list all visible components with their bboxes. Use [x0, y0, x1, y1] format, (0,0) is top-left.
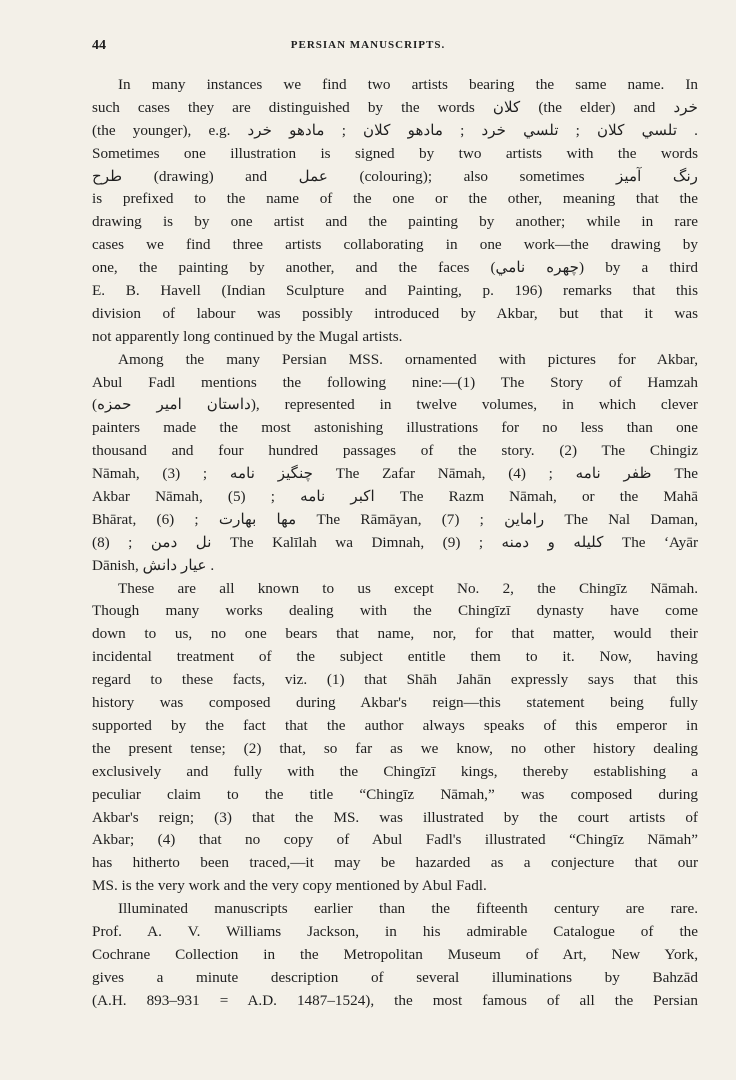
text-line: down to us, no one bears that name, nor, for that matter, would their	[92, 625, 698, 643]
text-line: MS. is the very work and the very copy mentioned by Abul Fadl.	[92, 877, 487, 895]
text-line: Though many works dealing with the Chingīzī dynasty have come	[92, 602, 698, 620]
text-line: نل دمن ; (8) The Kalīlah wa Dimnah, كليله و دمنه ; (9) The ‘Ayār	[92, 533, 698, 551]
text-line: cases we find three artists collaborating in one work—the drawing by	[92, 236, 698, 254]
text-line: Nāmah, چنگيز نامه ; (3) The Zafar Nāmah, ظفر نامه ; (4) The	[92, 465, 698, 483]
text-line: Bhārat, مها بهارت ; (6) The Rāmāyan, راماين ; (7) The Nal Daman,	[92, 510, 698, 528]
text-line: (the younger), e.g. تلسي كلان ; تلسي خرد ; مادهو كلان ; مادهو خرد .	[92, 121, 698, 139]
text-line: incidental treatment of the subject entitle them to it. Now, having	[92, 648, 698, 666]
text-line: division of labour was possibly introduced by Akbar, but that it was	[92, 304, 698, 322]
text-line: In many instances we find two artists bearing the same name. In	[118, 76, 698, 93]
text-line: Sometimes one illustration is signed by two artists with the words	[92, 144, 698, 162]
text-line: Akbar; (4) that no copy of Abul Fadl's illustrated “Chingīz Nāmah”	[92, 831, 698, 849]
text-line: thousand and four hundred passages of the story. (2) The Chingiz	[92, 442, 698, 460]
page-header	[0, 38, 736, 54]
text-line: Abul Fadl mentions the following nine:—(1) The Story of Hamzah	[92, 373, 698, 391]
text-line: exclusively and fully with the Chingīzī kings, thereby establishing a	[92, 762, 698, 780]
text-line: (A.H. 893–931 = A.D. 1487–1524), the most famous of all the Persian	[92, 991, 698, 1009]
text-line: is prefixed to the name of the one or the other, meaning that the	[92, 190, 698, 208]
text-line: one, the painting by another, and the faces (چهره نامي) by a third	[92, 259, 698, 277]
text-line: Akbar's reign; (3) that the MS. was illustrated by the court artists of	[92, 808, 698, 826]
text-line: (داستان امير حمزه), represented in twelve volumes, in which clever	[92, 396, 698, 414]
text-line: supported by the fact that the author always speaks of this emperor in	[92, 716, 698, 734]
text-line: Illuminated manuscripts earlier than the fifteenth century are rare.	[118, 900, 698, 918]
text-line: E. B. Havell (Indian Sculpture and Painting, p. 196) remarks that this	[92, 282, 698, 300]
text-line: painters made the most astonishing illustrations for no less than one	[92, 419, 698, 437]
body-text	[92, 74, 698, 1013]
text-line: peculiar claim to the title “Chingīz Nāmah,” was composed during	[92, 785, 698, 803]
text-line: Cochrane Collection in the Metropolitan Museum of Art, New York,	[92, 945, 698, 963]
text-line: regard to these facts, viz. (1) that Shāh Jahān expressly says that this	[92, 671, 698, 689]
text-line: gives a minute description of several illuminations by Bahzād	[92, 968, 698, 986]
text-line: has hitherto been traced,—it may be hazarded as a conjecture that our	[92, 854, 698, 872]
text-line: such cases they are distinguished by the words كلان (the elder) and خرد	[92, 98, 698, 116]
text-line: Dānish, عيار دانش .	[92, 556, 215, 574]
running-head: PERSIAN MANUSCRIPTS.	[290, 39, 446, 51]
text-line: Prof. A. V. Williams Jackson, in his admirable Catalogue of the	[92, 922, 698, 940]
text-line: Among the many Persian MSS. ornamented with pictures for Akbar,	[118, 350, 698, 368]
text-line: not apparently long continued by the Mugal artists.	[92, 327, 403, 345]
text-line: drawing is by one artist and the painting by another; while in rare	[92, 213, 698, 231]
text-line: the present tense; (2) that, so far as we know, no other history dealing	[92, 739, 698, 757]
text-line: history was composed during Akbar's reign—this statement being fully	[92, 694, 698, 712]
text-line: طرح (drawing) and عمل (colouring); also sometimes رنگ آميز	[92, 167, 698, 185]
text-line: These are all known to us except No. 2, the Chingīz Nāmah.	[118, 579, 698, 597]
text-line: Akbar Nāmah, اكبر نامه ; (5) The Razm Nāmah, or the Mahā	[92, 488, 698, 506]
page-number: 44	[92, 38, 106, 53]
